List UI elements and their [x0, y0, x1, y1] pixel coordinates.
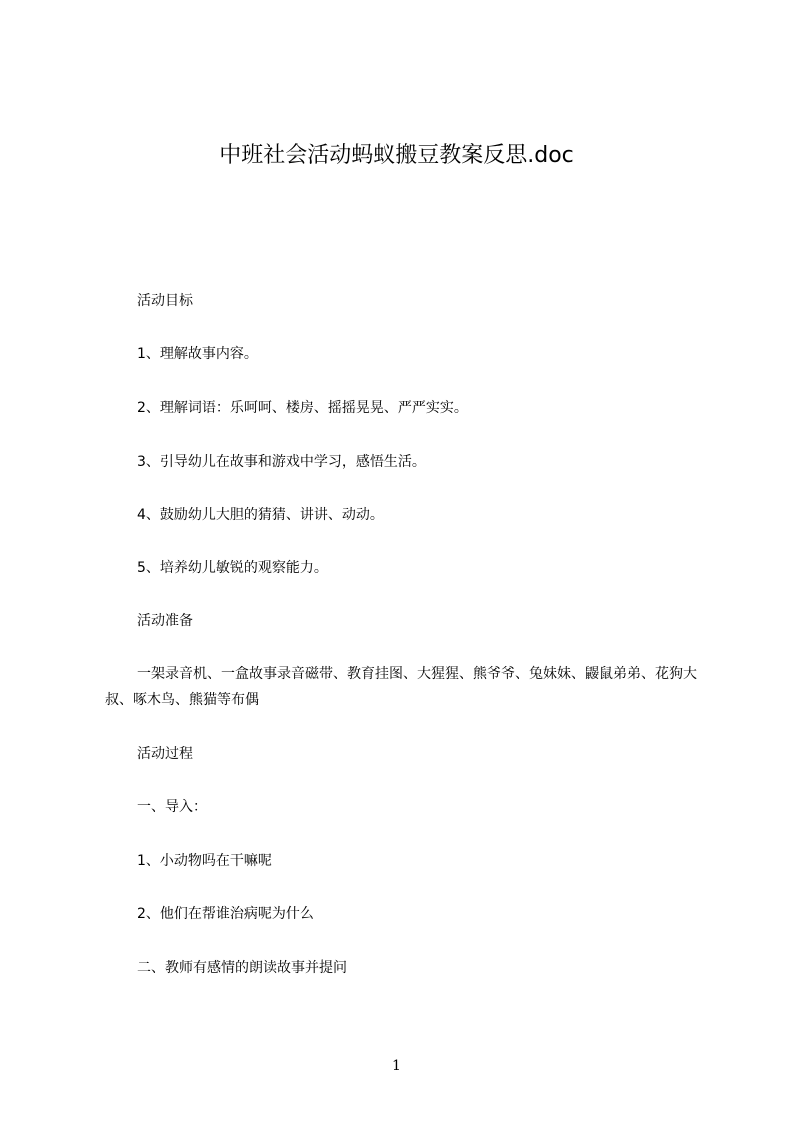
goal-item: 5、培养幼儿敏锐的观察能力。 [137, 560, 328, 576]
goal-item: 4、鼓励幼儿大胆的猜猜、讲讲、动动。 [137, 507, 384, 523]
page-number: 1 [392, 1058, 401, 1074]
intro-heading: 一、导入： [137, 799, 207, 815]
goal-item: 1、理解故事内容。 [137, 346, 258, 362]
document-title: 中班社会活动蚂蚁搬豆教案反思.doc [219, 143, 574, 168]
goals-heading: 活动目标 [137, 293, 193, 309]
process-heading: 活动过程 [137, 746, 193, 762]
prep-paragraph: 一架录音机、一盒故事录音磁带、教育挂图、大猩猩、熊爷爷、兔妹妹、鼹鼠弟弟、花狗大叔、啄木鸟、熊猫等布偶 [105, 666, 697, 708]
goal-item: 2、理解词语：乐呵呵、楼房、摇摇晃晃、严严实实。 [137, 400, 468, 416]
intro-item: 2、他们在帮谁治病呢为什么 [137, 906, 314, 922]
step-two-heading: 二、教师有感情的朗读故事并提问 [137, 960, 347, 976]
goal-item: 3、引导幼儿在故事和游戏中学习，感悟生活。 [137, 454, 426, 470]
prep-heading: 活动准备 [137, 613, 193, 629]
intro-item: 1、小动物吗在干嘛呢 [137, 853, 272, 869]
